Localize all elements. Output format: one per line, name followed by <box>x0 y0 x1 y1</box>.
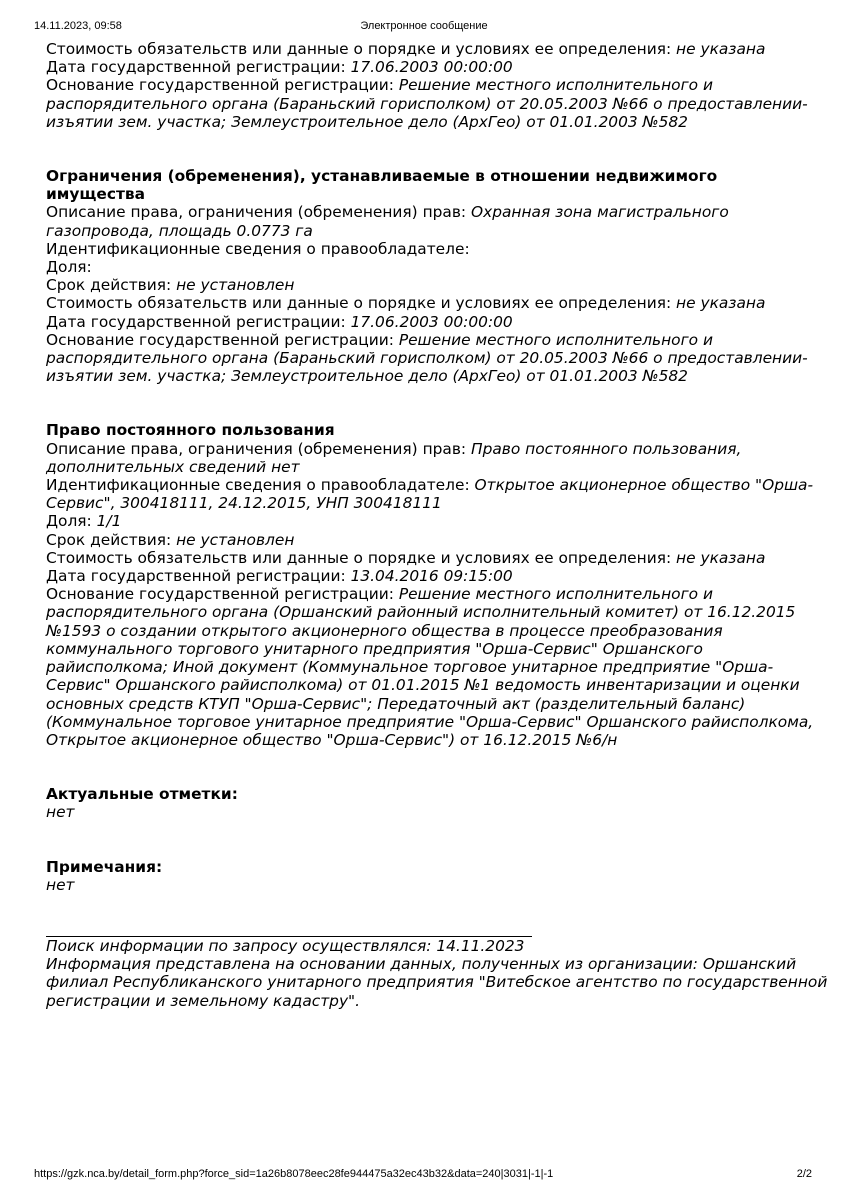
top-continuation-block <box>46 40 816 131</box>
basis-label: Основание государственной регистрации: <box>46 330 399 349</box>
cost-value: не указана <box>676 294 766 313</box>
term-row <box>46 531 816 549</box>
basis-value-cont: изъятии зем. участка; Землеустроительное дело (АрхГео) от 01.01.2003 №582 <box>46 112 688 131</box>
basis-value-cont: коммунального торгового унитарного предприятия "Орша-Сервис" Оршанского <box>46 639 703 658</box>
cost-label: Стоимость обязательств или данные о порядке и условиях ее определения: <box>46 294 677 313</box>
notes-value: нет <box>46 875 75 894</box>
basis-value-cont: распорядительного органа (Бараньский горисполком) от 20.05.2003 №66 о предоставлении- <box>46 94 808 113</box>
share-label: Доля: <box>46 512 97 531</box>
term-row <box>46 276 816 294</box>
holder-row <box>46 476 816 494</box>
basis-label: Основание государственной регистрации: <box>46 585 399 604</box>
term-value: не установлен <box>176 530 295 549</box>
basis-row <box>46 585 816 603</box>
desc-label: Описание права, ограничения (обременения) прав: <box>46 439 471 458</box>
basis-value-cont: основных средств КТУП "Орша-Сервис"; Передаточный акт (разделительный баланс) <box>46 694 746 713</box>
holder-value: Открытое акционерное общество "Орша- <box>474 476 814 495</box>
permanent-use-section <box>46 421 816 749</box>
print-header <box>0 20 848 36</box>
holder-value-cont: Сервис", 300418111, 24.12.2015, УНП 300418111 <box>46 494 442 513</box>
desc-row <box>46 203 816 221</box>
source-line: филиал Республиканского унитарного предприятия "Витебское агентство по государственной <box>46 973 828 992</box>
reg-date-value: 17.06.2003 00:00:00 <box>350 312 513 331</box>
print-footer <box>0 1168 848 1184</box>
page-number: 2/2 <box>796 1168 812 1180</box>
basis-row <box>46 76 816 94</box>
share-row <box>46 512 816 530</box>
reg-date-row <box>46 58 816 76</box>
cost-label: Стоимость обязательств или данные о порядке и условиях ее определения: <box>46 40 677 58</box>
restrictions-section <box>46 167 816 385</box>
reg-date-value: 13.04.2016 09:15:00 <box>350 567 513 586</box>
reg-date-label: Дата государственной регистрации: <box>46 312 351 331</box>
basis-value-cont: №1593 о создании открытого акционерного общества в процессе преобразования <box>46 621 723 640</box>
cost-row <box>46 40 816 58</box>
source-line: Информация представлена на основании данных, полученных из организации: Оршанский <box>46 955 797 974</box>
basis-label: Основание государственной регистрации: <box>46 76 399 95</box>
cost-value: не указана <box>676 548 766 567</box>
cost-label: Стоимость обязательств или данные о порядке и условиях ее определения: <box>46 548 677 567</box>
reg-date-label: Дата государственной регистрации: <box>46 567 351 586</box>
basis-value-cont: (Коммунальное торговое унитарное предприятие "Орша-Сервис" Оршанского райисполкома, <box>46 712 814 731</box>
section-title: Ограничения (обременения), устанавливаемые в отношении недвижимого <box>46 167 718 186</box>
share-value: 1/1 <box>96 512 122 531</box>
cost-row <box>46 294 816 312</box>
print-title: Электронное сообщение <box>360 20 488 32</box>
basis-value-cont: Сервис" Оршанского райисполкома) от 01.01.2015 №1 ведомость инвентаризации и оценки <box>46 676 800 695</box>
term-label: Срок действия: <box>46 276 177 295</box>
basis-row <box>46 331 816 349</box>
reg-date-value: 17.06.2003 00:00:00 <box>350 58 513 77</box>
basis-value: Решение местного исполнительного и <box>398 76 713 95</box>
reg-date-row <box>46 313 816 331</box>
desc-value: Охранная зона магистрального <box>471 203 729 222</box>
print-datetime: 14.11.2023, 09:58 <box>34 20 122 32</box>
search-date-line: Поиск информации по запросу осуществлялся: 14.11.2023 <box>46 936 525 955</box>
reg-date-label: Дата государственной регистрации: <box>46 58 351 77</box>
term-value: не установлен <box>176 276 295 295</box>
current-marks-section <box>46 785 816 821</box>
basis-value-cont: изъятии зем. участка; Землеустроительное дело (АрхГео) от 01.01.2003 №582 <box>46 367 688 386</box>
desc-value-cont: газопровода, площадь 0.0773 га <box>46 221 313 240</box>
desc-value: Право постоянного пользования, <box>471 439 742 458</box>
term-label: Срок действия: <box>46 530 177 549</box>
basis-value-cont: Открытое акционерное общество "Орша-Сервис") от 16.12.2015 №6/н <box>46 730 618 749</box>
basis-value-cont: распорядительного органа (Бараньский горисполком) от 20.05.2003 №66 о предоставлении- <box>46 349 808 368</box>
section-title-cont: имущества <box>46 185 146 204</box>
holder-row: Идентификационные сведения о правообладателе: <box>46 239 470 258</box>
basis-value-cont: райисполкома; Иной документ (Коммунальное торговое унитарное предприятие "Орша- <box>46 658 774 677</box>
section-title: Право постоянного пользования <box>46 421 335 440</box>
basis-value: Решение местного исполнительного и <box>398 585 713 604</box>
current-marks-value: нет <box>46 803 75 822</box>
basis-value-cont: распорядительного органа (Оршанский районный исполнительный комитет) от 16.12.2015 <box>46 603 796 622</box>
search-info-section <box>46 936 828 1010</box>
section-title: Актуальные отметки: <box>46 785 238 804</box>
basis-value: Решение местного исполнительного и <box>398 330 713 349</box>
reg-date-row <box>46 567 816 585</box>
desc-value-cont: дополнительных сведений нет <box>46 457 300 476</box>
notes-section <box>46 858 816 894</box>
cost-row <box>46 549 816 567</box>
holder-label: Идентификационные сведения о правообладателе: <box>46 476 475 495</box>
source-line: регистрации и земельному кадастру". <box>46 991 361 1010</box>
desc-label: Описание права, ограничения (обременения) прав: <box>46 203 471 222</box>
section-title: Примечания: <box>46 857 163 876</box>
share-row: Доля: <box>46 258 92 277</box>
desc-row <box>46 440 816 458</box>
page-url: https://gzk.nca.by/detail_form.php?force_sid=1a26b8078eec28fe944475a32ec43b32&data=240|3031|-1|-1 <box>34 1168 554 1180</box>
document-body <box>46 40 828 1010</box>
cost-value: не указана <box>676 40 766 58</box>
